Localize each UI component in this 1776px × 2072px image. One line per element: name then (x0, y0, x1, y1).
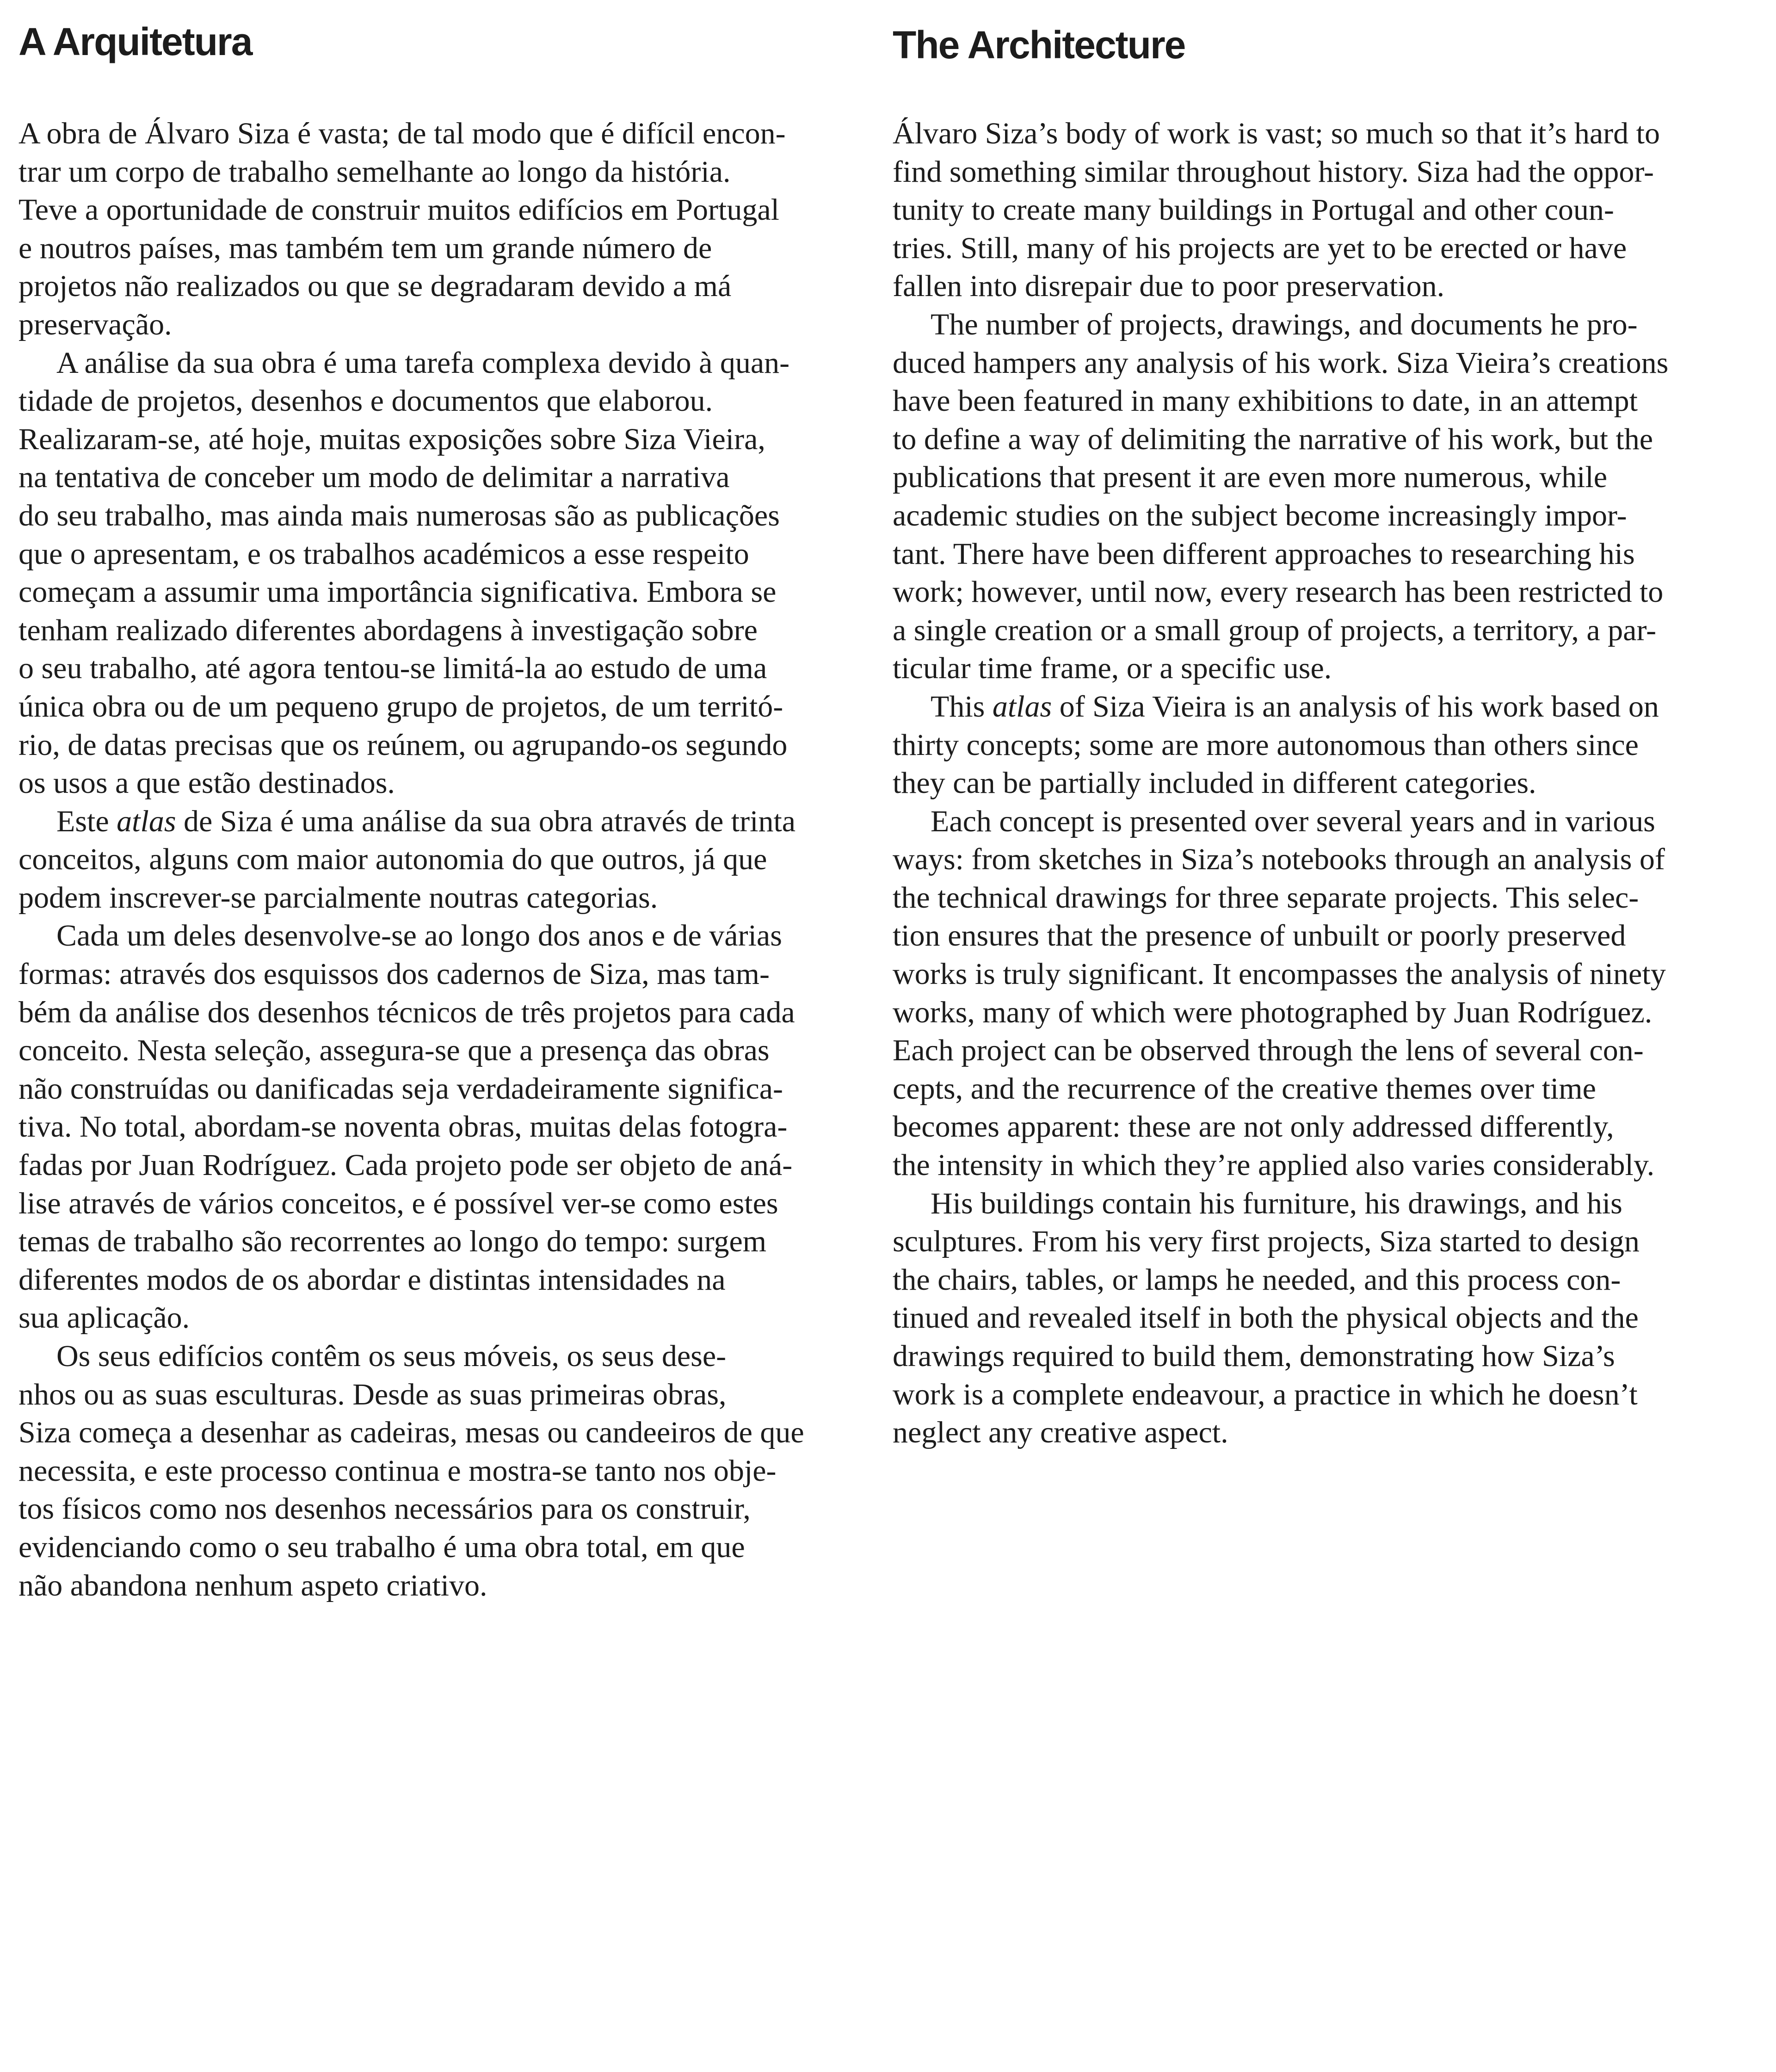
text-line: fallen into disrepair due to poor preservation. (893, 269, 1445, 303)
text-line: tidade de projetos, desenhos e documentos que elaborou. (18, 384, 713, 418)
text-line: The number of projects, drawings, and documents he pro- (931, 307, 1638, 341)
text-line: preservação. (18, 307, 172, 341)
text-line: thirty concepts; some are more autonomous than others since (893, 728, 1639, 762)
text-line: conceito. Nesta seleção, assegura-se que a presença das obras (18, 1033, 770, 1068)
italic-term: atlas (117, 804, 176, 838)
text-line: tion ensures that the presence of unbuilt or poorly preserved (893, 919, 1626, 953)
text-line: ways: from sketches in Siza’s notebooks through an analysis of (893, 842, 1665, 877)
text-line: Realizaram-se, até hoje, muitas exposições sobre Siza Vieira, (18, 422, 765, 456)
text-line: e noutros países, mas também tem um grande número de (18, 231, 712, 265)
text-line: Teve a oportunidade de construir muitos edifícios em Portugal (18, 193, 779, 227)
text-line: na tentativa de conceber um modo de delimitar a narrativa (18, 460, 730, 495)
text-line: Cada um deles desenvolve-se ao longo dos anos e de várias (56, 919, 782, 953)
text-line: A análise da sua obra é uma tarefa complexa devido à quan- (56, 346, 790, 380)
text-line: que o apresentam, e os trabalhos académicos a esse respeito (18, 537, 749, 571)
text-line: tunity to create many buildings in Portugal and other coun- (893, 193, 1614, 227)
text-line: find something similar throughout history. Siza had the oppor- (893, 155, 1654, 189)
text-line: publications that present it are even more numerous, while (893, 460, 1608, 495)
text-line: podem inscrever-se parcialmente noutras categorias. (18, 880, 658, 915)
text-line: nhos ou as suas esculturas. Desde as suas primeiras obras, (18, 1377, 727, 1411)
portuguese-heading: A Arquitetura (18, 20, 252, 63)
text-line: conceitos, alguns com maior autonomia do que outros, já que (18, 842, 767, 877)
english-heading: The Architecture (893, 23, 1185, 67)
text-line: His buildings contain his furniture, his drawings, and his (931, 1186, 1622, 1220)
text-line: neglect any creative aspect. (893, 1416, 1228, 1450)
text-line: to define a way of delimiting the narrative of his work, but the (893, 422, 1653, 456)
text-segment: de Siza é uma análise da sua obra através de trinta (176, 804, 796, 838)
text-line: tant. There have been different approaches to researching his (893, 537, 1635, 571)
text-line: rio, de datas precisas que os reúnem, ou agrupando-os segundo (18, 728, 788, 762)
text-line: tries. Still, many of his projects are yet to be erected or have (893, 231, 1627, 265)
text-line: começam a assumir uma importância significativa. Embora se (18, 575, 777, 609)
text-line: Siza começa a desenhar as cadeiras, mesas ou candeeiros de que (18, 1416, 804, 1450)
text-line: becomes apparent: these are not only addressed differently, (893, 1110, 1614, 1144)
text-line: academic studies on the subject become increasingly impor- (893, 498, 1627, 532)
text-segment: Este (56, 804, 117, 838)
text-line: única obra ou de um pequeno grupo de projetos, de um territó- (18, 689, 783, 724)
text-line: não abandona nenhum aspeto criativo. (18, 1568, 487, 1602)
text-line: cepts, and the recurrence of the creative themes over time (893, 1071, 1596, 1106)
text-line: sculptures. From his very first projects, Siza started to design (893, 1225, 1640, 1259)
text-line: tinued and revealed itself in both the physical objects and the (893, 1301, 1639, 1335)
text-line: the chairs, tables, or lamps he needed, and this process con- (893, 1262, 1621, 1297)
text-line: Each concept is presented over several years and in various (931, 804, 1655, 838)
text-line: a single creation or a small group of projects, a territory, a par- (893, 613, 1657, 647)
text-line: the intensity in which they’re applied also varies considerably. (893, 1148, 1655, 1182)
text-line: temas de trabalho são recorrentes ao longo do tempo: surgem (18, 1225, 767, 1259)
text-line: Each project can be observed through the lens of several con- (893, 1033, 1644, 1068)
text-line: formas: através dos esquissos dos cadernos de Siza, mas tam- (18, 957, 770, 991)
text-line: lise através de vários conceitos, e é possível ver-se como estes (18, 1186, 778, 1220)
text-line: tos físicos como nos desenhos necessários para os construir, (18, 1492, 751, 1526)
italic-term: atlas (992, 689, 1052, 724)
text-line: evidenciando como o seu trabalho é uma obra total, em que (18, 1530, 745, 1564)
text-line: do seu trabalho, mas ainda mais numerosas são as publicações (18, 498, 780, 532)
text-line: work is a complete endeavour, a practice in which he doesn’t (893, 1377, 1638, 1411)
text-segment: of Siza Vieira is an analysis of his work based on (1052, 689, 1659, 724)
text-line: the technical drawings for three separate projects. This selec- (893, 880, 1639, 915)
text-line: tiva. No total, abordam-se noventa obras, muitas delas fotogra- (18, 1110, 788, 1144)
text-line: Os seus edifícios contêm os seus móveis, os seus dese- (56, 1339, 727, 1373)
text-line: os usos a que estão destinados. (18, 766, 395, 800)
text-line: necessita, e este processo continua e mostra-se tanto nos obje- (18, 1453, 777, 1488)
text-line: não construídas ou danificadas seja verdadeiramente significa- (18, 1071, 783, 1106)
text-line: trar um corpo de trabalho semelhante ao longo da história. (18, 155, 731, 189)
text-line: drawings required to build them, demonstrating how Siza’s (893, 1339, 1615, 1373)
text-line: bém da análise dos desenhos técnicos de três projetos para cada (18, 995, 795, 1029)
text-line (893, 688, 1762, 726)
text-line: works is truly significant. It encompasses the analysis of ninety (893, 957, 1666, 991)
text-line: fadas por Juan Rodríguez. Cada projeto pode ser objeto de aná- (18, 1148, 793, 1182)
english-body (893, 115, 1762, 1452)
text-line: Álvaro Siza’s body of work is vast; so much so that it’s hard to (893, 117, 1660, 150)
text-line: o seu trabalho, até agora tentou-se limitá-la ao estudo de uma (18, 651, 767, 686)
text-line: have been featured in many exhibitions to date, in an attempt (893, 384, 1638, 418)
text-line: A obra de Álvaro Siza é vasta; de tal modo que é difícil encon- (18, 117, 786, 150)
text-line: they can be partially included in different categories. (893, 766, 1536, 800)
portuguese-body (18, 115, 888, 1605)
text-line: diferentes modos de os abordar e distintas intensidades na (18, 1262, 726, 1297)
text-line: duced hampers any analysis of his work. Siza Vieira’s creations (893, 346, 1669, 380)
text-line: projetos não realizados ou que se degradaram devido a má (18, 269, 732, 303)
text-line (18, 803, 888, 841)
text-line: tenham realizado diferentes abordagens à investigação sobre (18, 613, 758, 647)
text-line: works, many of which were photographed by Juan Rodríguez. (893, 995, 1653, 1029)
text-line: ticular time frame, or a specific use. (893, 651, 1332, 686)
text-line: work; however, until now, every research has been restricted to (893, 575, 1664, 609)
text-line: sua aplicação. (18, 1301, 190, 1335)
text-segment: This (931, 689, 993, 724)
